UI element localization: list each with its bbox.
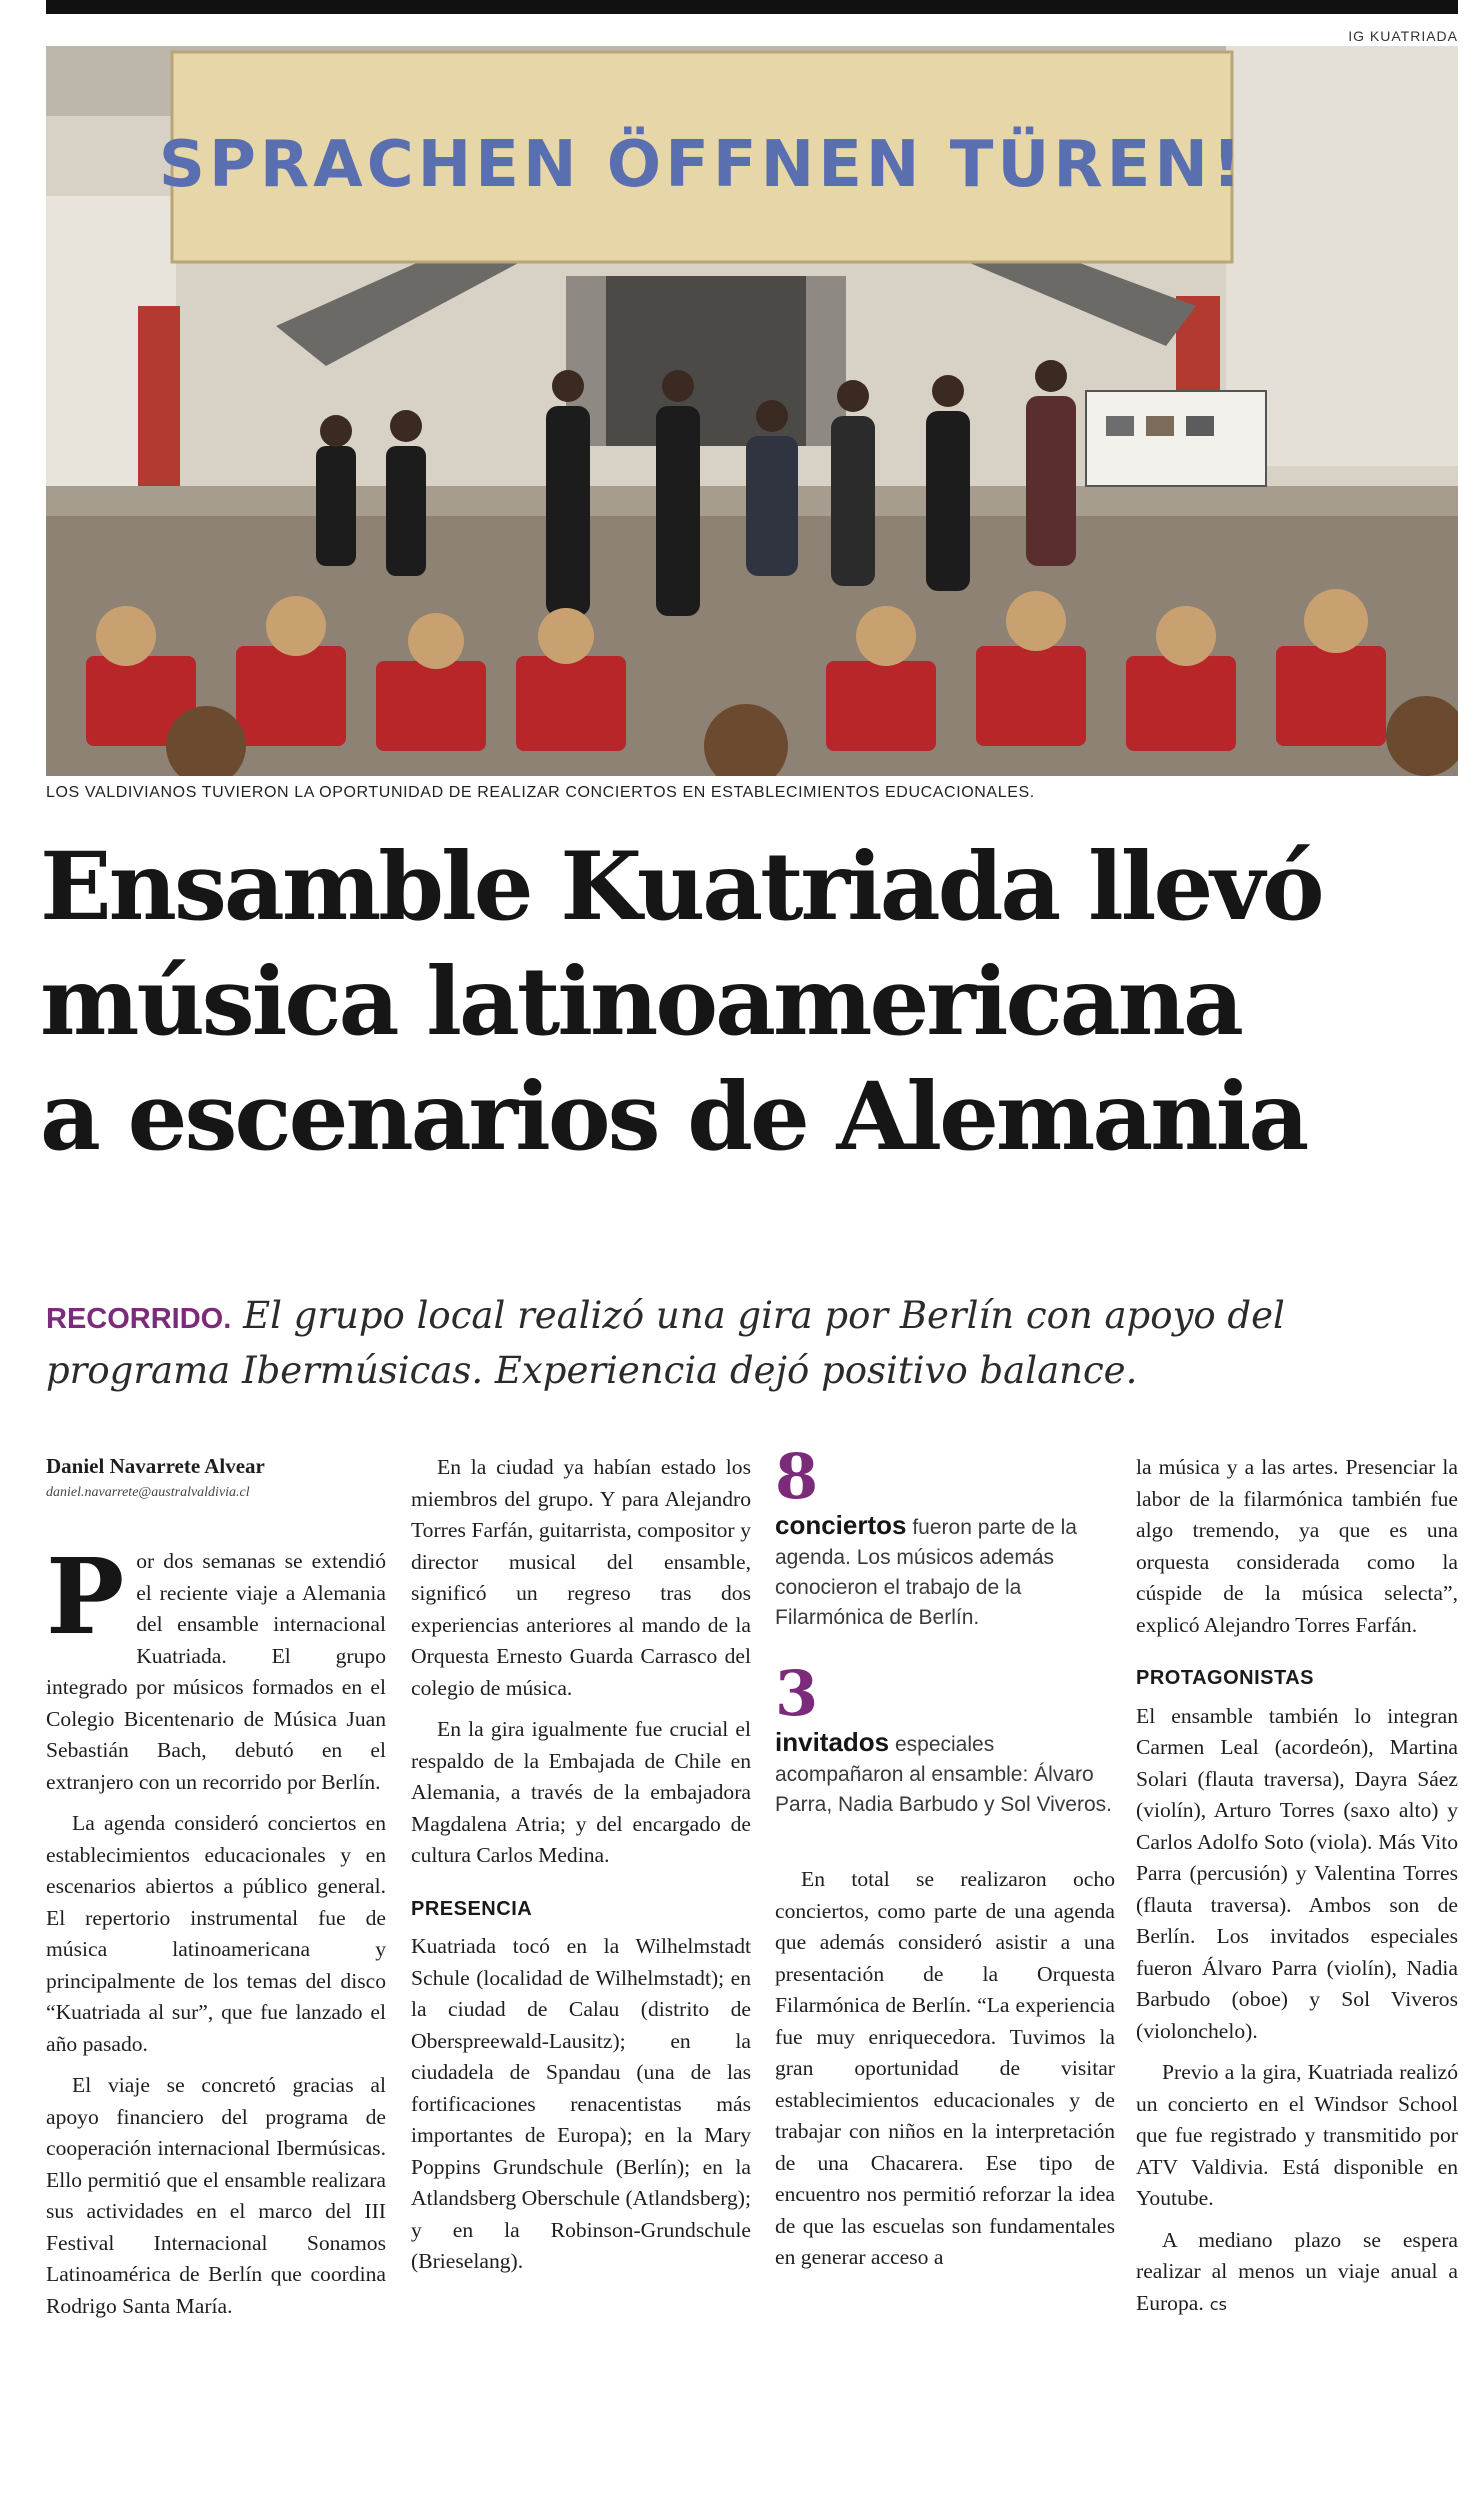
main-photo [46, 46, 1458, 776]
paragraph-8: El ensamble también lo integran Carmen Leal (acordeón), Martina Solari (flauta traversa), Dayra Sáez (violín), Arturo Torres (saxo alto) y Carlos Adolfo Soto (viola). Más Vito Parra (percusión) y Valentina Torres (flauta traversa). Ambos son de Berlín. Los invitados especiales fueron Álvaro Parra (violín), Nadia Barbudo (oboe) y Sol Viveros (violonchelo). [1136, 1703, 1458, 2043]
stat-text-conciertos [775, 1510, 1115, 1633]
headline [40, 830, 1460, 1175]
column-4 [1136, 1452, 1458, 2320]
headline-line-2: música latinoamericana [40, 947, 1241, 1057]
deck [46, 1290, 1458, 1397]
subhead-presencia: PRESENCIA [411, 1897, 533, 1920]
banner-text: SPRACHEN ÖFFNEN TÜREN! [158, 128, 1246, 202]
paragraph-3: El viaje se concretó gracias al apoyo financiero del programa de cooperación internacional Ibermúsicas. Ello permitió que el ensamble realizara sus actividades en el marco del III Festival Internacional Sonamos Latinoamérica de Berlín que coordina Rodrigo Santa María. [46, 2073, 386, 2318]
paragraph-1-text: or dos semanas se extendió el reciente viaje a Alemania del ensamble internacional Kuatriada. El grupo integrado por músicos formados en el Colegio Bicentenario de Música Juan Sebastián Bach, debutó en el extranjero con un recorrido por Berlín. [46, 1549, 386, 1794]
stat-number-invitados: 3 [775, 1657, 819, 1730]
end-mark: cs [1209, 2294, 1227, 2314]
paragraph-5: En la gira igualmente fue crucial el respaldo de la Embajada de Chile en Alemania, a través de la embajadora Magdalena Atria; y del encargado de cultura Carlos Medina. [411, 1717, 751, 1867]
column-2 [411, 1452, 751, 2278]
byline-email: daniel.navarrete@australvaldivia.cl [46, 1485, 250, 1500]
stat-desc-conciertos: fueron parte de la agenda. Los músicos además conocieron el trabajo de la Filarmónica de Berlín. [775, 1516, 1077, 1629]
paragraph-2: La agenda consideró conciertos en establecimientos educacionales y en escenarios abiertos a público general. El repertorio instrumental fue de música latinoamericana y principalmente de los temas del disco “Kuatriada al sur”, que fue lanzado el año pasado. [46, 1811, 386, 2056]
paragraph-6: Kuatriada tocó en la Wilhelmstadt Schule (localidad de Wilhelmstadt); en la ciudad de Calau (distrito de Oberspreewald-Lausitz); en la ciudadela de Spandau (una de las fortificaciones renacentistas más importantes de Europa); en la Mary Poppins Grundschule (Berlín); en la Atlandsberg Oberschule (Atlandsberg); y en la Robinson-Grundschule (Brieselang). [411, 1934, 751, 2273]
subhead-protagonistas: PROTAGONISTAS [1136, 1667, 1314, 1689]
headline-line-3: a escenarios de Alemania [40, 1062, 1307, 1172]
stat-desc-invitados: especiales acompañaron al ensamble: Álvaro Parra, Nadia Barbudo y Sol Viveros. [775, 1733, 1112, 1816]
stat-bold-invitados: invitados [775, 1727, 890, 1757]
paragraph-1 [46, 1535, 386, 1798]
concert-photo-illustration [46, 46, 1458, 776]
stat-bold-conciertos: conciertos [775, 1510, 907, 1540]
paragraph-7-continued: la música y a las artes. Presenciar la labor de la filarmónica también fue algo tremendo, ya que es una orquesta considerada como la cúspide de la música selecta”, explicó Alejandro Torres Farfán. [1136, 1455, 1458, 1637]
paragraph-7: En total se realizaron ocho conciertos, como parte de una agenda que además consideró asistir a una presentación de la Orquesta Filarmónica de Berlín. “La experiencia fue muy enriquecedora. Tuvimos la gran oportunidad de visitar establecimientos educacionales y de trabajar con niños en la interpretación de una Chacarera. Ese tipo de encuentro nos permitió reforzar la idea de que las escuelas son fundamentales en generar acceso a [775, 1867, 1115, 2269]
paragraph-10-text: A mediano plazo se espera realizar al menos un viaje anual a Europa. [1136, 2227, 1458, 2315]
photo-caption: LOS VALDIVIANOS TUVIERON LA OPORTUNIDAD DE REALIZAR CONCIERTOS EN ESTABLECIMIENTOS EDUCACIONALES. [46, 784, 1035, 801]
dropcap: P [46, 1535, 125, 1658]
headline-line-1: Ensamble Kuatriada llevó [40, 832, 1322, 942]
paragraph-10 [1136, 2225, 1458, 2321]
stat-text-invitados [775, 1727, 1115, 1820]
deck-kicker: RECORRIDO. [46, 1303, 232, 1335]
deck-text: El grupo local realizó una gira por Berlín con apoyo del programa Ibermúsicas. Experiencia dejó positivo balance. [46, 1294, 1285, 1392]
byline-author: Daniel Navarrete Alvear [46, 1454, 265, 1478]
column-3 [775, 1440, 1115, 2274]
column-1 [46, 1452, 386, 2322]
paragraph-9: Previo a la gira, Kuatriada realizó un concierto en el Windsor School que fue registrado y transmitido por ATV Valdivia. Está disponible en Youtube. [1136, 2060, 1458, 2210]
paragraph-4: En la ciudad ya habían estado los miembros del grupo. Y para Alejandro Torres Farfán, guitarrista, compositor y director musical del ensamble, significó un regreso tras dos experiencias anteriores al mando de la Orquesta Ernesto Guarda Carrasco del colegio de música. [411, 1455, 751, 1700]
stat-number-conciertos: 8 [775, 1440, 819, 1513]
top-rule [46, 0, 1458, 14]
photo-credit: IG KUATRIADA [1348, 28, 1458, 44]
